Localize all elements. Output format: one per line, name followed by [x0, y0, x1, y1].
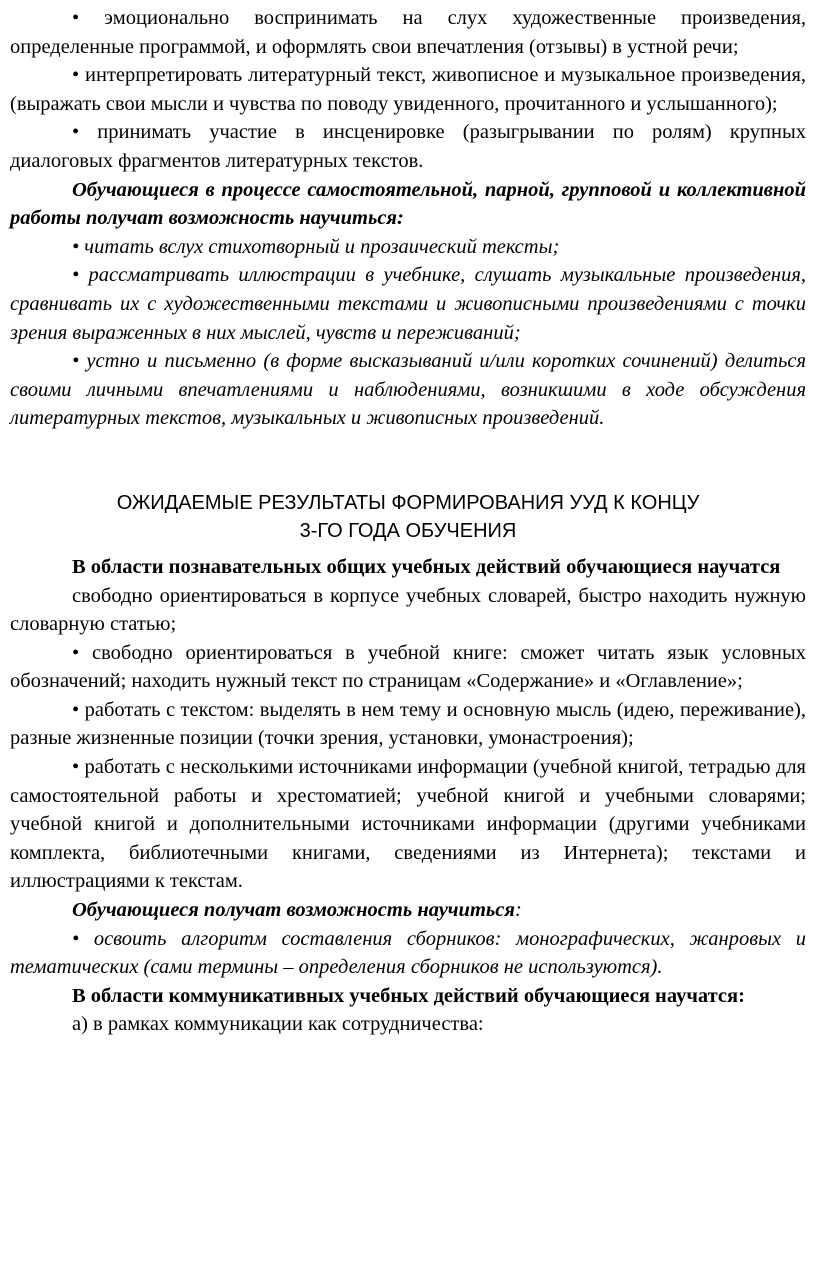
- section-heading-line1: ОЖИДАЕМЫЕ РЕЗУЛЬТАТЫ ФОРМИРОВАНИЯ УУД К КОНЦУ: [116, 491, 700, 514]
- paragraph-dictionaries: свободно ориентироваться в корпусе учебных словарей, быстро находить нужную словарную статью;: [10, 584, 806, 636]
- paragraph-staging: • принимать участие в инсценировке (разыгрывании по ролям) крупных диалоговых фрагментов литературных текстов.: [10, 121, 806, 172]
- paragraph-opportunity-heading-2: [10, 896, 806, 925]
- paragraph-view-illustrations: • рассматривать иллюстрации в учебнике, слушать музыкальные произведения, сравнивать их с художественными текстами и живописными произведениями с точки зрения выраженных в них мыслей, чувств и переживаний;: [10, 264, 806, 344]
- paragraph-interpret-text: • интерпретировать литературный текст, живописное и музыкальное произведения, (выражать свои мысли и чувства по поводу увиденного, прочитанного и услышанного);: [10, 64, 806, 115]
- opportunity-heading-text: Обучающиеся получат возможность научиться: [72, 899, 515, 922]
- paragraph-cooperation: а) в рамках коммуникации как сотрудничества:: [72, 1013, 484, 1036]
- paragraph-textbook-navigation: • свободно ориентироваться в учебной книге: сможет читать язык условных обозначений; находить нужный текст по страницам «Содержание» и «Оглавление»;: [10, 641, 806, 693]
- paragraph-share-impressions: • устно и письменно (в форме высказываний и/или коротких сочинений) делиться своими личными впечатлениями и наблюдениями, возникшими в ходе обсуждения литературных текстов, музыкальных и живописных произведений.: [10, 350, 806, 430]
- section-heading-line2: 3-ГО ГОДА ОБУЧЕНИЯ: [299, 519, 517, 542]
- paragraph-communicative-heading: В области коммуникативных учебных действий обучающиеся научатся:: [72, 984, 745, 1007]
- paragraph-collections-algorithm: • освоить алгоритм составления сборников: монографических, жанровых и тематических (сами термины – определения сборников не используются).: [10, 927, 806, 979]
- paragraph-opportunity-heading: Обучающиеся в процессе самостоятельной, парной, групповой и коллективной работы получат возможность научиться:: [10, 178, 806, 230]
- paragraph-read-aloud: • читать вслух стихотворный и прозаический тексты;: [72, 235, 560, 258]
- paragraph-listen-works: • эмоционально воспринимать на слух художественные произведения, определенные программой, и оформлять свои впечатления (отзывы) в устной речи;: [10, 7, 806, 58]
- section-spacer: [10, 433, 806, 489]
- heading-spacer: [10, 545, 806, 553]
- section-heading: [10, 489, 806, 545]
- opportunity-heading-colon: :: [514, 899, 522, 922]
- paragraph-multiple-sources: • работать с несколькими источниками информации (учебной книгой, тетрадью для самостоятельной работы и хрестоматией; учебной книгой и учебными словарями; учебной книгой и дополнительными источниками информации (другими учебниками комплекта, библиотечными книгами, сведениями из Интернета); текстами и иллюстрациями к текстам.: [10, 756, 806, 893]
- paragraph-work-with-text: • работать с текстом: выделять в нем тему и основную мысль (идею, переживание), разные жизненные позиции (точки зрения, установки, умонастроения);: [10, 698, 806, 750]
- paragraph-cognitive-heading: В области познавательных общих учебных действий обучающиеся научатся: [72, 555, 781, 578]
